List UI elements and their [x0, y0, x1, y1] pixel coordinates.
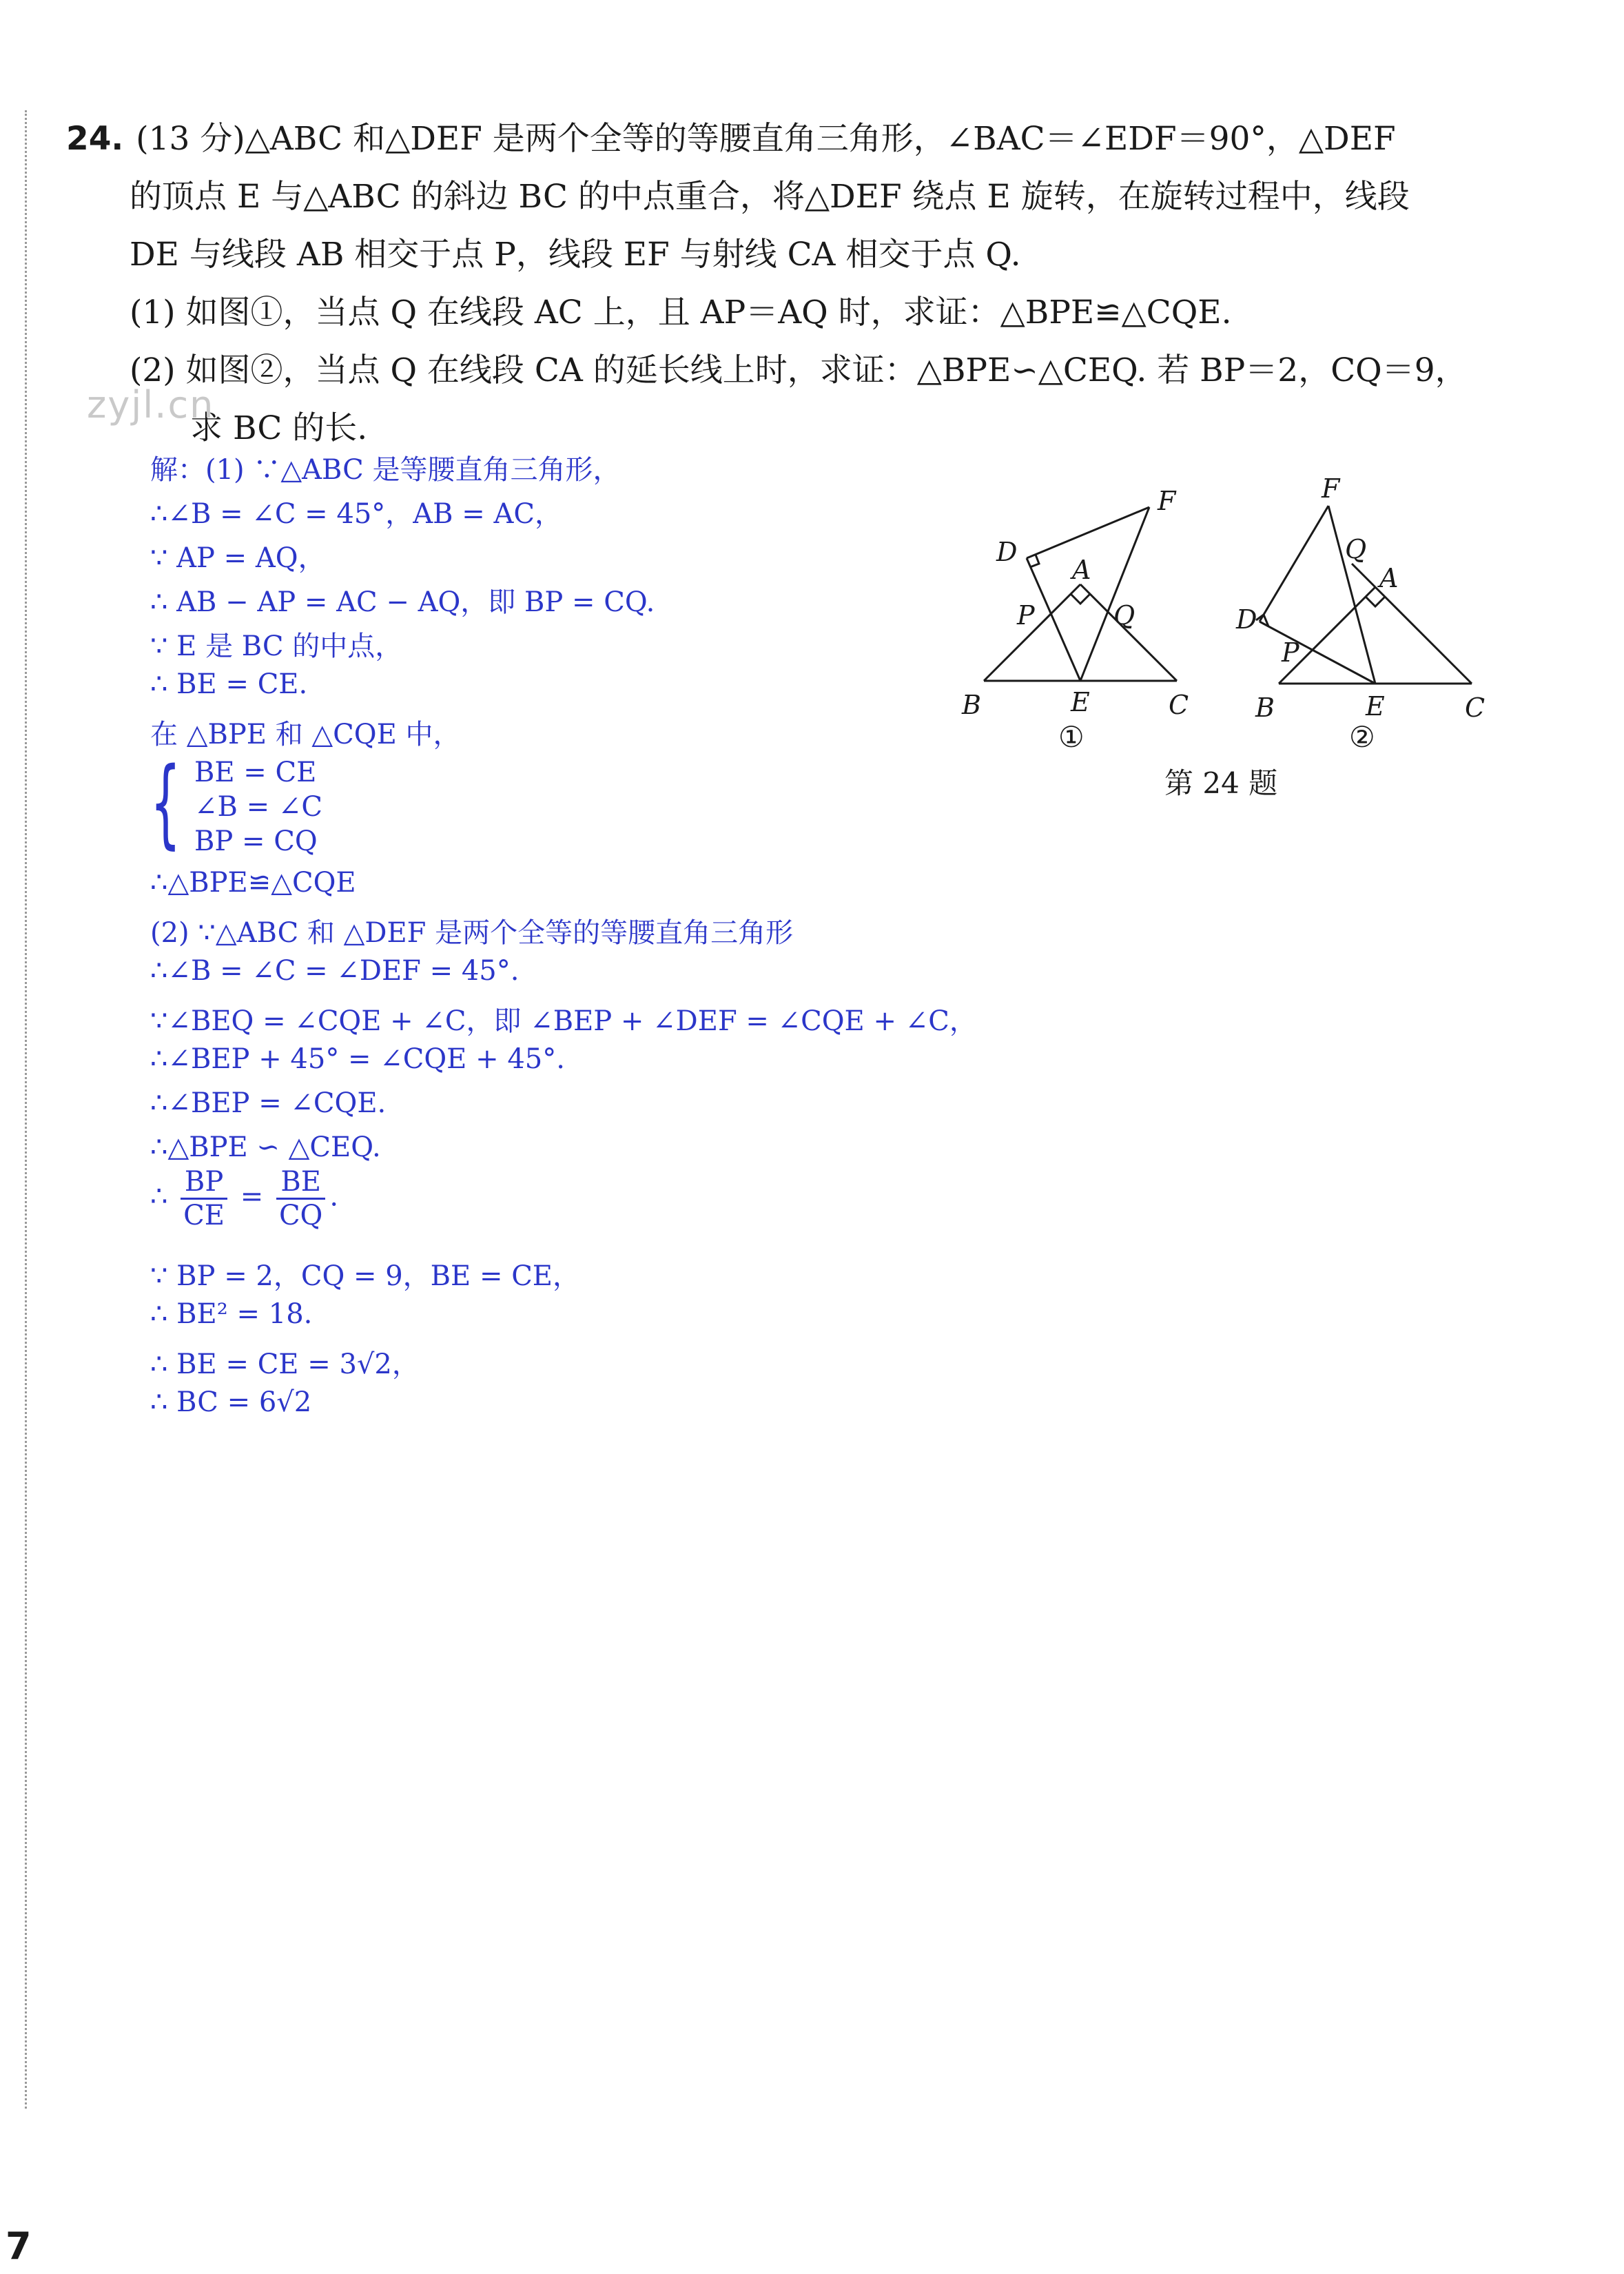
solution-line: (2) ∵△ABC 和 △DEF 是两个全等的等腰直角三角形: [150, 917, 794, 949]
problem-line-1: 24. (13 分)△ABC 和△DEF 是两个全等的等腰直角三角形，∠BAC＝∠EDF＝90°，△DEF: [66, 120, 1396, 158]
problem-part-1: (1) 如图①，当点 Q 在线段 AC 上，且 AP＝AQ 时，求证：△BPE≌△CQE.: [130, 294, 1232, 331]
fig1-label-c: C: [1169, 690, 1189, 720]
fig1-label-b: B: [962, 690, 981, 720]
fig2-label-b: B: [1255, 693, 1275, 723]
watermark: zyjl.cn: [87, 383, 215, 427]
fig2-segment-ed: [1260, 622, 1375, 684]
page-number: 7: [6, 2224, 32, 2268]
figure-1-labels: [961, 486, 1189, 754]
fig2-label-d: D: [1236, 604, 1257, 635]
fig2-segment-ac: [1375, 587, 1472, 684]
fig1-segment-ac: [1080, 584, 1177, 681]
problem-part-2: (2) 如图②，当点 Q 在线段 CA 的延长线上时，求证：△BPE∽△CEQ. 若 BP＝2，CQ＝9，: [130, 351, 1468, 389]
solution-line: ∵∠BEQ = ∠CQE + ∠C，即 ∠BEP + ∠DEF = ∠CQE + ∠C，: [150, 1005, 977, 1037]
solution-line: ∴ BE² = 18.: [150, 1298, 313, 1330]
problem-24: [66, 110, 1486, 458]
fig2-label-e: E: [1366, 691, 1385, 721]
geometry-figure: [958, 469, 1495, 758]
solution-line: 在 △BPE 和 △CQE 中，: [150, 719, 461, 750]
solution-line: ∴∠BEP + 45° = ∠CQE + 45°.: [150, 1043, 565, 1075]
solution-line: ∴△BPE ∽ △CEQ.: [150, 1131, 381, 1163]
solution-line: ∴∠B = ∠C = 45°，AB = AC，: [150, 498, 562, 530]
brace-line: ∠B = ∠C: [194, 791, 322, 823]
solution-line: ∵ AP = AQ，: [150, 542, 326, 574]
solution-line: ∴△BPE≌△CQE: [150, 867, 356, 899]
fig1-segment-ba: [984, 584, 1080, 681]
fig1-caption: ①: [1058, 720, 1085, 754]
solution-line: ∵ BP = 2，CQ = 9，BE = CE，: [150, 1260, 581, 1292]
figure-1: [984, 507, 1177, 681]
fig1-label-d: D: [996, 537, 1018, 567]
fig1-right-angle-a: [1071, 594, 1090, 604]
fig1-label-q: Q: [1113, 600, 1135, 631]
fig1-segment-df: [1027, 507, 1149, 558]
fig2-label-a: A: [1379, 563, 1399, 593]
fraction-be-cq: $\frac{BE}{CQ}$: [276, 1166, 325, 1231]
brace-symbol: {: [150, 747, 181, 859]
solution-line: ∴ BE = CE = 3√2，: [150, 1349, 420, 1380]
fig2-label-p: P: [1282, 637, 1299, 668]
solution-line: 解：(1) ∵△ABC 是等腰直角三角形，: [150, 454, 621, 486]
brace-line: BE = CE: [194, 757, 317, 788]
problem-line-2: 的顶点 E 与△ABC 的斜边 BC 的中点重合，将△DEF 绕点 E 旋转，在旋转过程中，线段: [130, 178, 1410, 216]
figure-2-labels: [1235, 473, 1485, 754]
solution-line: ∴ BC = 6√2: [150, 1386, 312, 1418]
fig2-caption: ②: [1349, 720, 1375, 754]
fig2-label-c: C: [1465, 693, 1486, 723]
fig2-extension-ca: [1352, 564, 1375, 587]
solution-line: ∴∠BEP = ∠CQE.: [150, 1087, 387, 1119]
fig2-label-f: F: [1322, 473, 1340, 504]
figure-caption: 第 24 题: [1164, 766, 1278, 800]
fig1-label-p: P: [1017, 600, 1035, 631]
fig2-segment-ba: [1279, 587, 1375, 684]
fig1-label-e: E: [1071, 687, 1090, 717]
solution-line: ∴ AB − AP = AC − AQ，即 BP = CQ.: [150, 586, 655, 618]
problem-line-3: DE 与线段 AB 相交于点 P，线段 EF 与射线 CA 相交于点 Q.: [130, 236, 1021, 274]
brace-line: BP = CQ: [194, 826, 318, 857]
problem-part-2-cont: 求 BC 的长.: [190, 409, 368, 447]
fraction-line: ∴ $\frac{BP}{CE}$ = $\frac{BE}{CQ}$ .: [150, 1166, 339, 1231]
solution-line: ∵ E 是 BC 的中点，: [150, 631, 403, 662]
fig2-right-angle-a: [1366, 597, 1385, 606]
fig1-label-a: A: [1072, 555, 1091, 585]
binding-margin-line: [25, 110, 27, 2109]
solution-line: ∴ BE = CE.: [150, 668, 308, 700]
solution-line: ∴∠B = ∠C = ∠DEF = 45°.: [150, 955, 520, 987]
fig2-segment-df: [1260, 506, 1328, 622]
fraction-bp-ce: $\frac{BP}{CE}$: [181, 1166, 227, 1231]
problem-number: 24.: [66, 120, 124, 158]
fig2-label-q: Q: [1345, 534, 1367, 564]
fig1-label-f: F: [1158, 486, 1176, 516]
